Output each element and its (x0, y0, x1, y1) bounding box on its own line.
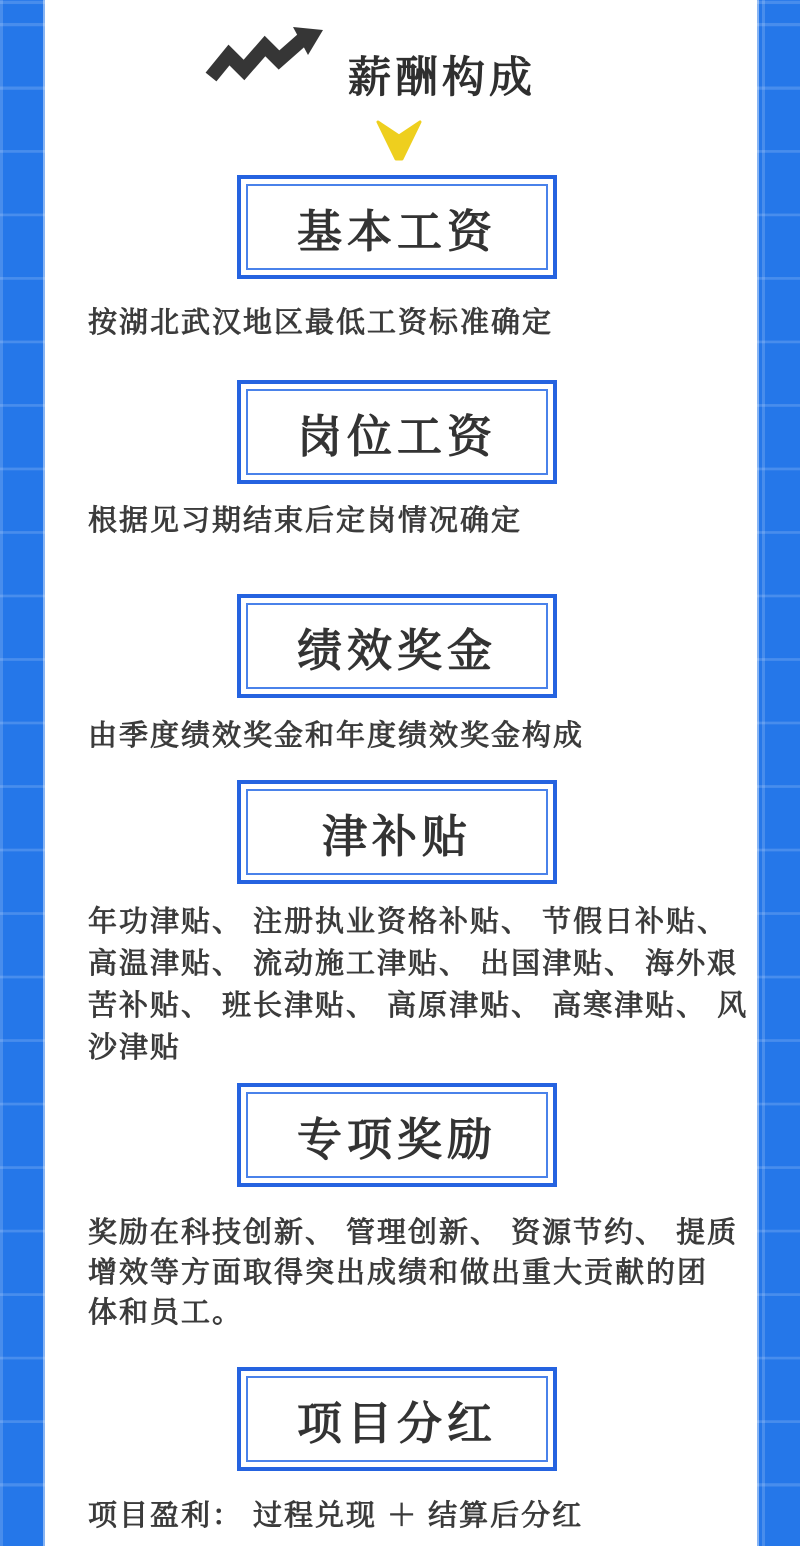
section-box-post-salary (237, 380, 557, 484)
section-title: 专项奖励 (296, 1113, 497, 1165)
section-title: 津补贴 (321, 810, 472, 862)
section-desc-basic-salary (88, 305, 728, 341)
desc-line: 根据见习期结束后定岗情况确定 (88, 505, 523, 537)
trend-up-zigzag-icon (205, 27, 323, 87)
desc-line: 奖励在科技创新、 管理创新、 资源节约、 提质 (88, 1217, 739, 1249)
desc-line: 年功津贴、 注册执业资格补贴、 节假日补贴、 (88, 906, 729, 938)
section-box-special-rewards (237, 1083, 557, 1187)
page-title: 薪酬构成 (348, 54, 536, 102)
desc-line: 项目盈利： 过程兑现 ＋ 结算后分红 (88, 1500, 584, 1532)
section-box-basic-salary (237, 175, 557, 279)
desc-line: 按湖北武汉地区最低工资标准确定 (88, 307, 554, 339)
section-title: 岗位工资 (296, 410, 497, 462)
section-desc-performance-bonus (88, 718, 728, 754)
section-title: 项目分红 (296, 1397, 497, 1449)
desc-line: 高温津贴、 流动施工津贴、 出国津贴、 海外艰 (88, 948, 739, 980)
section-desc-post-salary (88, 503, 728, 539)
section-desc-special-rewards (88, 1213, 739, 1333)
section-desc-project-dividend (88, 1498, 728, 1534)
section-box-performance-bonus (237, 594, 557, 698)
desc-line: 苦补贴、 班长津贴、 高原津贴、 高寒津贴、 风 (88, 990, 749, 1022)
desc-line: 增效等方面取得突出成绩和做出重大贡献的团 (88, 1257, 709, 1289)
section-box-allowances (237, 780, 557, 884)
section-box-project-dividend (237, 1367, 557, 1471)
desc-line: 沙津贴 (88, 1032, 182, 1064)
desc-line: 体和员工。 (88, 1297, 244, 1329)
desc-line: 由季度绩效奖金和年度绩效奖金构成 (88, 720, 585, 752)
section-desc-allowances (88, 901, 749, 1069)
down-arrow-icon (376, 120, 422, 162)
section-title: 绩效奖金 (296, 624, 497, 676)
section-title: 基本工资 (296, 205, 497, 257)
